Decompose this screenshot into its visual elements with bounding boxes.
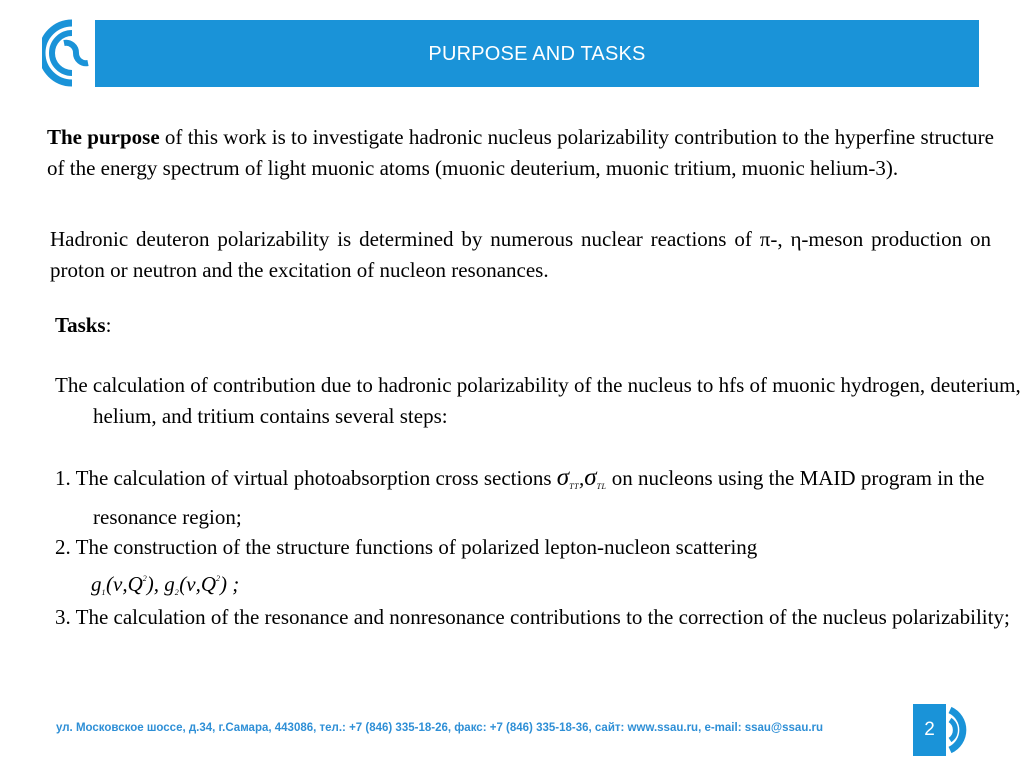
sub-tt: TT [569,482,580,491]
tasks-heading [55,310,111,341]
sub-1: 1 [101,588,106,597]
purpose-paragraph [47,122,994,184]
tasks-colon: : [105,313,112,337]
cross-section-formula [557,466,607,490]
purpose-lead: The purpose [47,125,160,149]
comma-2: , [195,572,201,596]
step2-text: 2. The construction of the structure functions of polarized lepton-nucleon scattering [55,535,758,559]
task-step-1 [55,462,1024,533]
sigma-tt: σ [556,464,570,491]
nu-1: ν [113,572,123,596]
step1-before: 1. The calculation of virtual photoabsorption cross sections [55,466,557,490]
sq-1: 2 [142,574,147,583]
sq-2: 2 [216,574,220,583]
nu-2: ν [186,572,196,596]
sub-2: 2 [174,588,180,597]
ssau-logo-icon [42,19,94,87]
g2-symbol: g [164,572,175,596]
sigma-tl: σ [584,464,597,491]
task-step-3: 3. The calculation of the resonance and nonresonance contributions to the correction of the nucleus polarizability; [55,605,1010,629]
page-title: PURPOSE AND TASKS [428,43,646,65]
header-bar [95,20,979,87]
comma-1: , [122,572,128,596]
footer-address: ул. Московское шоссе, д.34, г.Самара, 443086, тел.: +7 (846) 335-18-26, факс: +7 (846) 335-18-36, сайт: www.ssau.ru, e-mail: ssau@ssau.ru [56,722,824,734]
sub-tl: TL [596,482,607,491]
step1-after: on nucleons using the MAID program in the resonance region; [93,466,985,529]
open-paren-2: ( [179,572,187,596]
task-step-2 [55,532,1024,608]
close-2: ) ; [220,572,240,596]
open-paren-1: ( [106,572,113,596]
purpose-text: of this work is to investigate hadronic nucleus polarizability contribution to the hyperfine structure of the energy spectrum of light muonic atoms (muonic deuterium, muonic tritium, muonic helium-3). [47,125,994,180]
close-1: ), [146,572,159,596]
g1-symbol: g [91,572,102,596]
tasks-label: Tasks [55,313,106,337]
page-number: 2 [913,704,946,756]
q-2: Q [200,572,216,596]
comma: , [579,466,585,490]
q-1: Q [127,572,143,596]
tasks-intro: The calculation of contribution due to hadronic polarizability of the nucleus to hfs of muonic hydrogen, deuterium, helium, and tritium contains several steps: [55,373,1021,428]
footer-logo-icon [946,704,982,756]
hadronic-paragraph: Hadronic deuteron polarizability is determined by numerous nuclear reactions of π-, η-meson production on proton or neutron and the excitation of nucleon resonances. [50,227,991,282]
